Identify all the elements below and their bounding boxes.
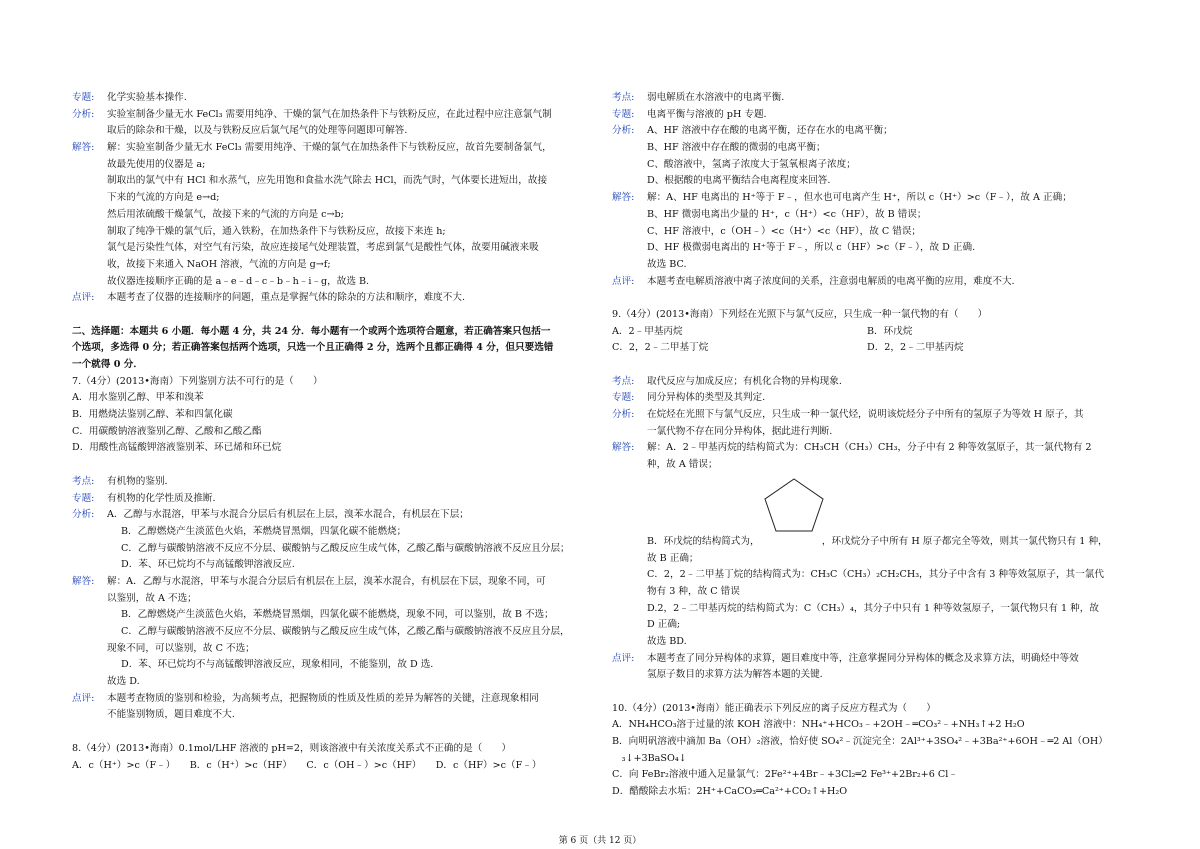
question-stem: 10.（4分）(2013•海南）能正确表示下列反应的离子反应方程式为（ ）: [612, 702, 936, 714]
comment-text: 氢原子数目的求算方法为解答本题的关键.: [647, 669, 823, 681]
q6-comment-row: [72, 290, 592, 307]
option-b: B．环戊烷: [867, 325, 913, 337]
analysis-label: 分析:: [612, 125, 635, 137]
answer-text: 制取了纯净干燥的氯气后，通入铁粉，在加热条件下与铁粉反应，故接下来连 h;: [107, 225, 446, 237]
answer-label: 解答:: [72, 575, 95, 587]
left-column: [72, 90, 592, 774]
option-b: B．向明矾溶液中滴加 Ba（OH）₂溶液，恰好使 SO₄²﹣沉淀完全：2Al³⁺+3SO₄²﹣+3Ba²⁺+6OH﹣═2 Al（OH）: [612, 736, 1108, 748]
point-text: 有机物的鉴别.: [107, 475, 168, 487]
option-d: D．醋酸除去水垢：2H⁺+CaCO₃═Ca²⁺+CO₂↑+H₂O: [612, 786, 848, 798]
comment-label: 点评:: [612, 652, 635, 664]
topic-text: 有机物的化学性质及推断.: [107, 492, 216, 504]
section-heading: 个选项，多选得 0 分；若正确答案包括两个选项，只选一个且正确得 2 分，选两个且都正确得 4 分，但只要选错: [72, 342, 554, 354]
answer-text: 解：实验室制备少量无水 FeCl₃ 需要用纯净、干燥的氯气在加热条件下与铁粉反应，故首先要制备氯气，: [107, 142, 552, 154]
q6-answer-row: [72, 140, 592, 157]
answer-text: 故 B 正确；: [647, 552, 699, 564]
answer-text: 故选 D.: [107, 676, 140, 688]
q6-topic-row: [72, 90, 592, 107]
comment-label: 点评:: [72, 292, 95, 304]
answer-text: 收，故接下来通入 NaOH 溶液，气流的方向是 g→f;: [107, 258, 331, 270]
option-a: A．2﹣甲基丙烷: [612, 325, 683, 337]
option-c: C．向 FeBr₂溶液中通入足量氯气：2Fe²⁺+4Br﹣+3Cl₂═2 Fe³⁺+2Br₂+6 Cl﹣: [612, 769, 958, 781]
analysis-text: 一氯代物不存在同分异构体，据此进行判断.: [647, 425, 833, 437]
analysis-text: C．乙醇与碳酸钠溶液不反应不分层、碳酸钠与乙酸反应生成气体，乙酸乙酯与碳酸钠溶液不反应且分层；: [121, 542, 570, 554]
answer-text: D.2，2﹣二甲基丙烷的结构简式为：C（CH₃）₄，其分子中只有 1 种等效氢原子，一氯代物只有 1 种，故: [647, 602, 1099, 614]
comment-label: 点评:: [72, 692, 95, 704]
topic-label: 专题:: [612, 108, 635, 120]
q6-analysis-row: [72, 107, 592, 124]
analysis-text: A、HF 溶液中存在酸的电离平衡，还存在水的电离平衡；: [647, 125, 893, 137]
answer-text: C．2，2﹣二甲基丁烷的结构简式为：CH₃C（CH₃）₂CH₂CH₃，其分子中含有 3 种等效氢原子，其一氯代: [647, 569, 1104, 581]
answer-text: 种，故 A 错误；: [647, 459, 718, 471]
section-heading: 二、选择题：本题共 6 小题．每小题 4 分，共 24 分．每小题有一个或两个选项符合题意，若正确答案只包括一: [72, 325, 551, 337]
answer-text: 解：A．2﹣甲基丙烷的结构简式为：CH₃CH（CH₃）CH₃，分子中有 2 种等效氢原子，其一氯代物有 2: [647, 442, 1092, 454]
analysis-text: 取后的除杂和干燥，以及与铁粉反应后氯气尾气的处理等问题即可解答.: [107, 125, 408, 137]
topic-label: 专题:: [612, 392, 635, 404]
point-label: 考点:: [612, 375, 635, 387]
section-heading: 一个就得 0 分．: [72, 359, 143, 370]
right-column: [612, 90, 1137, 801]
answer-text: 故最先使用的仪器是 a;: [107, 158, 206, 170]
answer-text: 物有 3 种，故 C 错误: [647, 585, 740, 597]
options-line: A．c（H⁺）>c（F﹣） B．c（H⁺）>c（HF） C．c（OH﹣）>c（HF） D．c（HF）>c（F﹣）: [72, 759, 542, 771]
answer-text: B．乙醇燃烧产生淡蓝色火焰，苯燃烧冒黑烟，四氯化碳不能燃烧，现象不同，可以鉴别，故 B 不选；: [121, 609, 554, 621]
option-b: B．用燃烧法鉴别乙醇、苯和四氯化碳: [72, 409, 233, 421]
comment-text: 本题考查电解质溶液中离子浓度间的关系，注意弱电解质的电离平衡的应用，难度不大.: [647, 275, 1015, 287]
option-b-cont: ₃↓+3BaSO₄↓: [612, 752, 687, 764]
option-c: C．用碳酸钠溶液鉴别乙醇、乙酸和乙酸乙酯: [72, 425, 262, 437]
topic-text: 电离平衡与溶液的 pH 专题.: [647, 108, 767, 120]
answer-text: 解：A．乙醇与水混溶，甲苯与水混合分层后有机层在上层，溴苯水混合，有机层在下层，现象不同，可: [107, 575, 546, 587]
question-stem: 9.（4分）(2013•海南）下列烃在光照下与氯气反应，只生成一种一氯代物的有（ ）: [612, 308, 988, 320]
option-d: D．2，2﹣二甲基丙烷: [867, 342, 964, 354]
question-stem: 7.（4分）(2013•海南）下列鉴别方法不可行的是（ ）: [72, 375, 323, 387]
analysis-text: 实验室制备少量无水 FeCl₃ 需要用纯净、干燥的氯气在加热条件下与铁粉反应，在此过程中应注意氯气制: [107, 108, 552, 120]
point-label: 考点:: [72, 475, 95, 487]
answer-text: B、HF 微弱电离出少量的 H⁺，c（H⁺）<c（HF），故 B 错误；: [647, 208, 927, 220]
answer-text: 故选 BC.: [647, 258, 687, 270]
answer-text: 故选 BD.: [647, 635, 687, 647]
answer-label: 解答:: [72, 142, 95, 154]
topic-label: 专题:: [72, 492, 95, 504]
cyclopentane-pentagon-icon: [762, 476, 826, 534]
analysis-label: 分析:: [72, 509, 95, 521]
option-a: A．NH₄HCO₃溶于过量的浓 KOH 溶液中：NH₄⁺+HCO₃﹣+2OH﹣═CO₃²﹣+NH₃↑+2 H₂O: [612, 719, 1025, 731]
analysis-text: B、HF 溶液中存在酸的微弱的电离平衡；: [647, 142, 826, 154]
answer-text: 然后用浓硫酸干燥氯气，故接下来的气流的方向是 c→b;: [107, 208, 344, 220]
analysis-text: 在烷烃在光照下与氯气反应，只生成一种一氯代烃，说明该烷烃分子中所有的氢原子为等效 H 原子，其: [647, 409, 1084, 421]
option-d: D．用酸性高锰酸钾溶液鉴别苯、环已烯和环已烷: [72, 442, 282, 454]
answer-text: B．环戊烷的结构简式为， ，环戊烷分子中所有 H 原子都完全等效，则其一氯代物只有 1 种，: [647, 535, 1108, 547]
answer-text: 解：A、HF 电离出的 H⁺等于 F﹣，但水也可电离产生 H⁺，所以 c（H⁺）>c（F﹣），故 A 正确；: [647, 192, 1072, 204]
comment-text: 本题考查了同分异构体的求算，题目难度中等，注意掌握同分异构体的概念及求算方法，明确烃中等效: [647, 652, 1079, 664]
analysis-text: D．苯、环已烷均不与高锰酸钾溶液反应.: [121, 559, 295, 571]
answer-text: 现象不同，可以鉴别，故 C 不选；: [107, 642, 255, 654]
point-label: 考点:: [612, 92, 635, 103]
topic-label: 专题:: [72, 92, 95, 103]
analysis-label: 分析:: [72, 108, 95, 120]
analysis-text: C、酸溶液中，氢离子浓度大于氢氧根离子浓度；: [647, 158, 856, 170]
answer-text: 氯气是污染性气体，对空气有污染，故应连接尾气处理装置，考虑到氯气是酸性气体，故要用碱液来吸: [107, 242, 539, 254]
topic-text: 同分异构体的类型及其判定.: [647, 392, 766, 404]
answer-label: 解答:: [612, 192, 635, 204]
comment-text: 不能鉴别物质，题目难度不大.: [107, 709, 235, 721]
answer-text: 下来的气流的方向是 e→d;: [107, 192, 220, 204]
comment-text: 本题考查物质的鉴别和检验，为高频考点，把握物质的性质及性质的差异为解答的关键，注意现象相同: [107, 692, 539, 704]
analysis-text: D、根据酸的电离平衡结合电离程度来回答.: [647, 175, 831, 187]
answer-text: D、HF 极微弱电离出的 H⁺等于 F﹣，所以 c（HF）>c（F﹣），故 D 正确.: [647, 242, 976, 254]
question-stem: 8.（4分）(2013•海南）0.1mol/LHF 溶液的 pH=2，则该溶液中有关浓度关系式不正确的是（ ）: [72, 742, 512, 754]
topic-text: 化学实验基本操作.: [107, 92, 187, 103]
point-text: 取代反应与加成反应；有机化合物的异构现象.: [647, 375, 842, 387]
comment-label: 点评:: [612, 275, 635, 287]
page-footer: 第 6 页（共 12 页）: [558, 836, 642, 846]
answer-text: 故仪器连接顺序正确的是 a﹣e﹣d﹣c﹣b﹣h﹣i﹣g，故选 B.: [107, 275, 370, 287]
comment-text: 本题考查了仪器的连接顺序的问题，重点是掌握气体的除杂的方法和顺序，难度不大.: [107, 292, 466, 304]
option-a: A．用水鉴别乙醇、甲苯和溴苯: [72, 392, 204, 404]
answer-text: D．苯、环已烷均不与高锰酸钾溶液反应，现象相同，不能鉴别，故 D 选.: [121, 659, 434, 671]
point-text: 弱电解质在水溶液中的电离平衡.: [647, 92, 785, 103]
analysis-label: 分析:: [612, 409, 635, 421]
analysis-text: B．乙醇燃烧产生淡蓝色火焰，苯燃烧冒黑烟，四氯化碳不能燃烧；: [121, 525, 407, 537]
analysis-text: A．乙醇与水混溶，甲苯与水混合分层后有机层在上层，溴苯水混合，有机层在下层；: [107, 509, 469, 521]
option-c: C．2，2﹣二甲基丁烷: [612, 342, 709, 354]
answer-label: 解答:: [612, 442, 635, 454]
answer-text: 制取出的氯气中有 HCl 和水蒸气，应先用饱和食盐水洗气除去 HCl，而洗气时，气体要长进短出，故接: [107, 175, 548, 187]
structure-figure: [612, 474, 1137, 534]
answer-text: C．乙醇与碳酸钠溶液不反应不分层、碳酸钠与乙酸反应生成气体，乙酸乙酯与碳酸钠溶液不反应且分层，: [121, 626, 570, 637]
answer-text: 以鉴别，故 A 不选；: [107, 592, 197, 604]
answer-text: D 正确;: [647, 619, 681, 631]
answer-text: C、HF 溶液中，c（OH﹣）<c（H⁺）<c（HF），故 C 错误；: [647, 225, 922, 237]
